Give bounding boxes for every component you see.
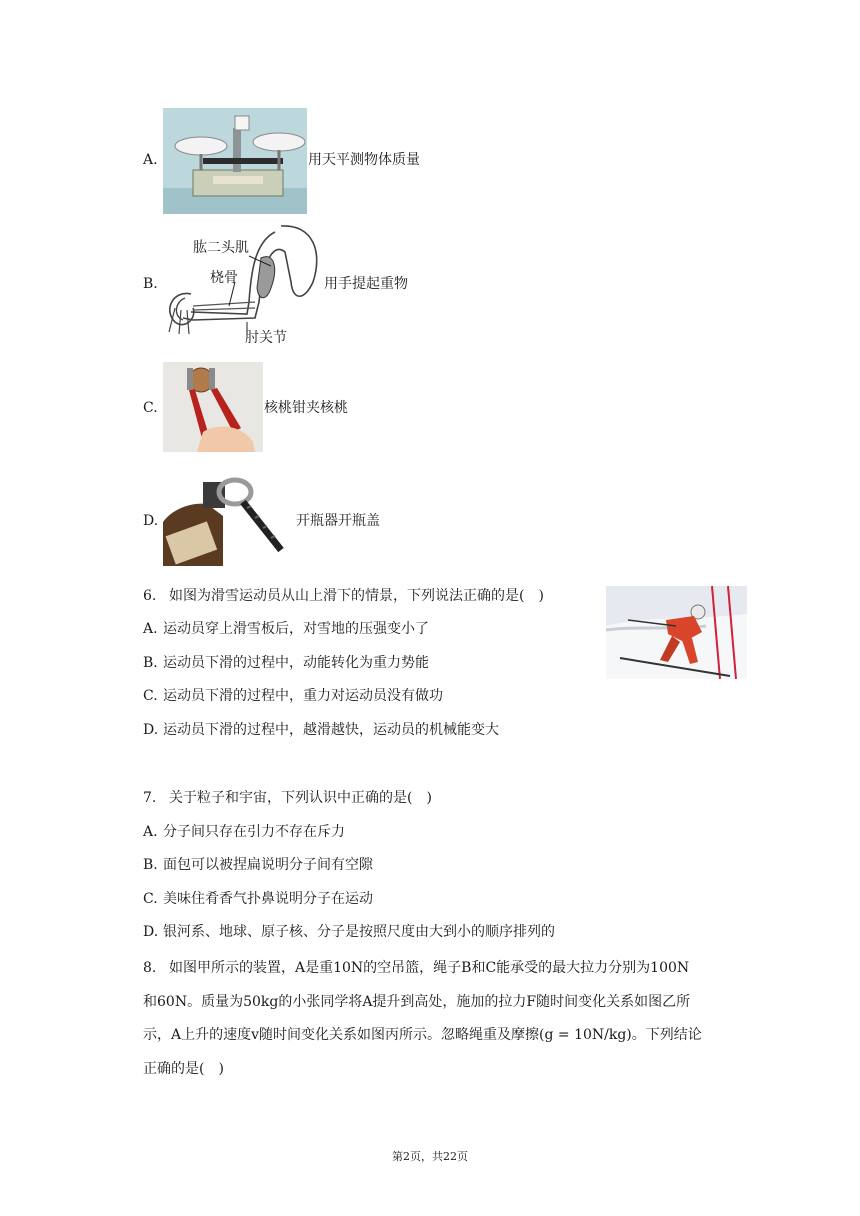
option-c-letter: C. xyxy=(143,400,158,416)
q7-option-d-text: 银河系、地球、原子核、分子是按照尺度由大到小的顺序排列的 xyxy=(163,924,555,940)
option-c-caption: 核桃钳夹核桃 xyxy=(264,400,348,416)
q6-option-a-text: 运动员穿上滑雪板后，对雪地的压强变小了 xyxy=(163,621,429,637)
q8-line-2: 和60N。质量为50kg的小张同学将A提升到高处，施加的拉力F随时间变化关系如图乙所 xyxy=(143,994,691,1010)
q7-option-c-letter: C. xyxy=(143,891,158,907)
option-b-letter: B. xyxy=(143,276,158,292)
q8-line-1: 如图甲所示的装置，A是重10N的空吊篮，绳子B和C能承受的最大拉力分别为100N xyxy=(169,960,690,976)
q7-number: 7. xyxy=(143,790,157,806)
arm-lever-diagram xyxy=(163,222,323,348)
biceps-label: 肱二头肌 xyxy=(193,240,249,256)
skier-image xyxy=(606,586,747,679)
q6-option-d-text: 运动员下滑的过程中，越滑越快，运动员的机械能变大 xyxy=(163,722,499,738)
option-a-letter: A. xyxy=(143,152,158,168)
q6-option-a-letter: A. xyxy=(143,621,158,637)
option-b-caption: 用手提起重物 xyxy=(324,276,408,292)
q7-option-b-letter: B. xyxy=(143,857,158,873)
q7-option-c-text: 美味住肴香气扑鼻说明分子在运动 xyxy=(163,891,373,907)
q8-line-3: 示，A上升的速度v随时间变化关系如图丙所示。忽略绳重及摩擦(g = 10N/kg)。下列结论 xyxy=(143,1027,702,1043)
q7-option-d-letter: D. xyxy=(143,924,159,940)
q6-option-c-text: 运动员下滑的过程中，重力对运动员没有做功 xyxy=(163,688,443,704)
q8-number: 8. xyxy=(143,960,157,976)
q6-option-b-letter: B. xyxy=(143,655,158,671)
q6-option-c-letter: C. xyxy=(143,688,158,704)
option-d-letter: D. xyxy=(143,513,159,529)
elbow-joint-label: 肘关节 xyxy=(245,330,287,346)
balance-scale-image xyxy=(163,108,307,214)
q7-stem: 关于粒子和宇宙，下列认识中正确的是( ) xyxy=(169,790,432,806)
page-footer: 第2页，共22页 xyxy=(392,1150,468,1163)
q6-stem: 如图为滑雪运动员从山上滑下的情景，下列说法正确的是( ) xyxy=(169,588,544,604)
q8-line-4: 正确的是( ) xyxy=(143,1061,224,1077)
q7-option-a-letter: A. xyxy=(143,824,158,840)
nutcracker-image xyxy=(163,362,263,452)
q6-option-b-text: 运动员下滑的过程中，动能转化为重力势能 xyxy=(163,655,429,671)
q7-option-a-text: 分子间只存在引力不存在斥力 xyxy=(163,824,345,840)
q6-number: 6. xyxy=(143,588,157,604)
radius-bone-label: 桡骨 xyxy=(210,270,238,286)
q6-option-d-letter: D. xyxy=(143,722,159,738)
bottle-opener-image xyxy=(163,472,293,566)
q7-option-b-text: 面包可以被捏扁说明分子间有空隙 xyxy=(163,857,373,873)
option-d-caption: 开瓶器开瓶盖 xyxy=(296,513,380,529)
option-a-caption: 用天平测物体质量 xyxy=(308,152,420,168)
